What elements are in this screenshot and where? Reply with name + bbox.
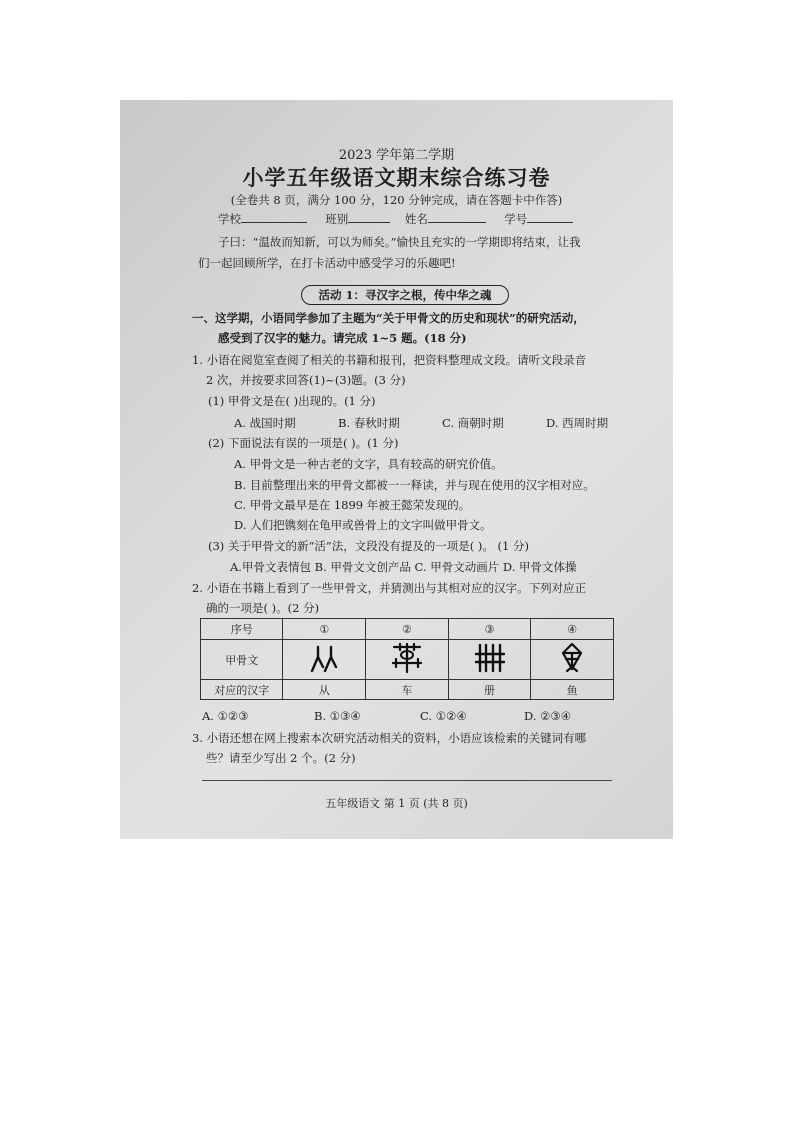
- number-blank: [527, 210, 573, 223]
- q2-option-d: D. ②③④: [524, 709, 572, 723]
- intro-line-2: 们一起回顾所学，在打卡活动中感受学习的乐趣吧!: [198, 256, 456, 270]
- class-blank: [348, 210, 390, 223]
- q1-sub1-option-c: C. 商朝时期: [442, 416, 504, 430]
- q1-sub3-options: A.甲骨文表情包 B. 甲骨文文创产品 C. 甲骨文动画片 D. 甲骨文体操: [230, 560, 577, 574]
- table-char-cell: 从: [283, 680, 366, 700]
- exam-paper-photo: [120, 100, 673, 839]
- q3-stem-line-2: 些？请至少写出 2 个。(2 分): [206, 751, 356, 765]
- q1-sub1-option-a: A. 战国时期: [234, 416, 296, 430]
- exam-instructions: (全卷共 8 页，满分 100 分，120 分钟完成，请在答题卡中作答): [230, 193, 563, 207]
- table-char-cell: 车: [366, 680, 449, 700]
- table-header-cell: 甲骨文: [201, 640, 283, 680]
- q1-stem-line-1: 1. 小语在阅览室查阅了相关的书籍和报刊，把资料整理成文段。请听文段录音: [192, 353, 587, 367]
- oracle-glyph-yu: [555, 641, 589, 675]
- page-footer: 五年级语文 第 1 页 (共 8 页): [325, 797, 468, 810]
- oracle-glyph-cell: [283, 640, 366, 680]
- number-label: 学号: [504, 212, 528, 226]
- activity-banner: 活动 1：寻汉字之根，传中华之魂: [301, 285, 509, 305]
- q1-sub1-option-d: D. 西周时期: [546, 416, 609, 430]
- oracle-glyph-ce: [473, 641, 507, 675]
- q1-sub3-stem: (3) 关于甲骨文的新“活”法，文段没有提及的一项是( )。 (1 分): [208, 539, 529, 553]
- q1-sub1-stem: (1) 甲骨文是在( )出现的。(1 分): [208, 394, 376, 408]
- oracle-glyph-cell: [531, 640, 614, 680]
- name-blank: [428, 210, 486, 223]
- class-label: 班别: [325, 212, 349, 226]
- q2-stem-line-1: 2. 小语在书籍上看到了一些甲骨文，并猜测出与其相对应的汉字。下列对应正: [192, 581, 587, 595]
- q1-sub1-option-b: B. 春秋时期: [338, 416, 400, 430]
- school-label: 学校: [218, 212, 241, 226]
- oracle-glyph-che: [390, 641, 424, 675]
- q2-option-b: B. ①③④: [314, 709, 361, 723]
- q1-sub2-option-c: C. 甲骨文最早是在 1899 年被王懿荣发现的。: [234, 498, 471, 512]
- name-label: 姓名: [404, 212, 428, 226]
- q2-option-c: C. ①②④: [420, 709, 467, 723]
- table-number-cell: ①: [283, 619, 366, 640]
- table-number-cell: ③: [448, 619, 531, 640]
- oracle-glyph-cong: [309, 641, 339, 675]
- table-row: [201, 619, 614, 640]
- table-char-cell: 鱼: [531, 680, 614, 700]
- section1-line-2: 感受到了汉字的魅力。请完成 1~5 题。(18 分): [218, 331, 467, 345]
- q1-sub2-option-d: D. 人们把镌刻在龟甲或兽骨上的文字叫做甲骨文。: [234, 518, 492, 532]
- q1-sub2-option-a: A. 甲骨文是一种古老的文字，具有较高的研究价值。: [234, 457, 503, 471]
- table-number-cell: ②: [366, 619, 449, 640]
- q1-sub2-option-b: B. 目前整理出来的甲骨文都被一一释读，并与现在使用的汉字相对应。: [234, 478, 595, 492]
- exam-year: 2023 学年第二学期: [338, 148, 455, 163]
- exam-title: 小学五年级语文期末综合练习卷: [242, 165, 551, 190]
- q2-stem-line-2: 确的一项是( )。(2 分): [206, 601, 320, 615]
- student-info-row: [218, 210, 573, 227]
- q2-option-a: A. ①②③: [202, 709, 249, 723]
- answer-line: [202, 780, 612, 781]
- q3-stem-line-1: 3. 小语还想在网上搜索本次研究活动相关的资料，小语应该检索的关键词有哪: [192, 731, 587, 745]
- oracle-glyph-cell: [448, 640, 531, 680]
- table-header-cell: 对应的汉字: [201, 680, 283, 700]
- table-char-cell: 册: [448, 680, 531, 700]
- table-row: [201, 680, 614, 700]
- q1-sub2-stem: (2) 下面说法有误的一项是( )。(1 分): [208, 436, 399, 450]
- section1-line-1: 一、这学期，小语同学参加了主题为“关于甲骨文的历史和现状”的研究活动，: [192, 311, 585, 325]
- table-number-cell: ④: [531, 619, 614, 640]
- oracle-bone-table: [200, 618, 614, 700]
- table-header-cell: 序号: [201, 619, 283, 640]
- school-blank: [241, 210, 307, 223]
- intro-line-1: 子曰：“温故而知新，可以为师矣。”愉快且充实的一学期即将结束，让我: [218, 235, 581, 249]
- table-row: [201, 640, 614, 680]
- oracle-glyph-cell: [366, 640, 449, 680]
- q1-stem-line-2: 2 次，并按要求回答(1)~(3)题。(3 分): [206, 373, 406, 387]
